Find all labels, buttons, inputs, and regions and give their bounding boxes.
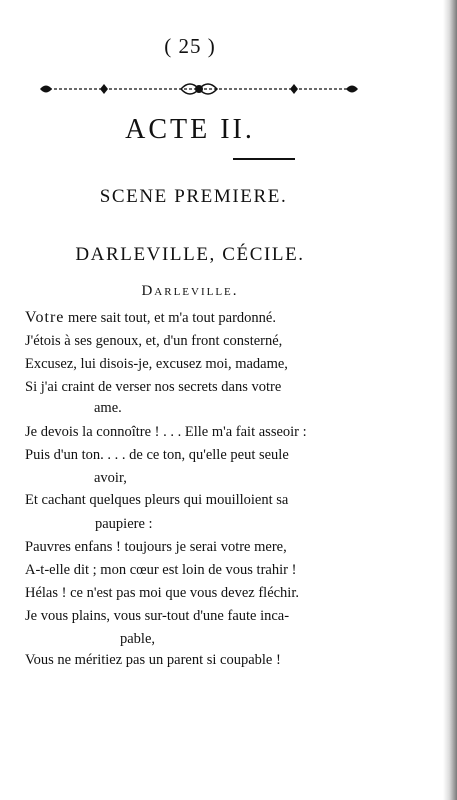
verse-line: Vous ne méritiez pas un parent si coupable ! — [25, 652, 281, 668]
verse-line-continuation: paupiere : — [95, 516, 153, 532]
page-number: ( 25 ) — [164, 34, 216, 58]
verse-line: Puis d'un ton. . . . de ce ton, qu'elle peut seule — [25, 447, 289, 463]
verse-line: Hélas ! ce n'est pas moi que vous devez fléchir. — [25, 585, 299, 601]
characters-heading: DARLEVILLE, CÉCILE. — [75, 244, 305, 265]
verse-line: Et cachant quelques pleurs qui mouilloient sa — [25, 492, 289, 508]
verse-line: Je vous plains, vous sur-tout d'une faute inca- — [25, 608, 290, 624]
act-heading: ACTE II. — [125, 114, 255, 145]
verse-line: Je devois la connoître ! . . . Elle m'a fait asseoir : — [25, 424, 307, 440]
act-underline-rule — [233, 158, 295, 160]
verse-line-continuation: pable, — [120, 631, 156, 647]
verse-line — [25, 309, 276, 327]
speaker-name: Darleville. — [141, 283, 239, 299]
page-edge-shadow — [443, 0, 457, 800]
verse-line: Si j'ai craint de verser nos secrets dans votre — [25, 379, 282, 395]
scene-heading: SCENE PREMIERE. — [99, 186, 288, 207]
ornamental-rule — [40, 78, 358, 100]
verse-line: Excusez, lui disois-je, excusez moi, madame, — [25, 356, 288, 372]
verse-line-text: mere sait tout, et m'a tout pardonné. — [64, 310, 276, 326]
verse-line-continuation: ame. — [94, 400, 122, 416]
verse-line: J'étois à ses genoux, et, d'un front consterné, — [25, 333, 283, 349]
verse-opening-caps: Votre — [25, 309, 65, 326]
verse-line: Pauvres enfans ! toujours je serai votre mere, — [25, 539, 287, 555]
verse-line-continuation: avoir, — [94, 470, 127, 486]
verse-line: A-t-elle dit ; mon cœur est loin de vous trahir ! — [25, 562, 297, 578]
